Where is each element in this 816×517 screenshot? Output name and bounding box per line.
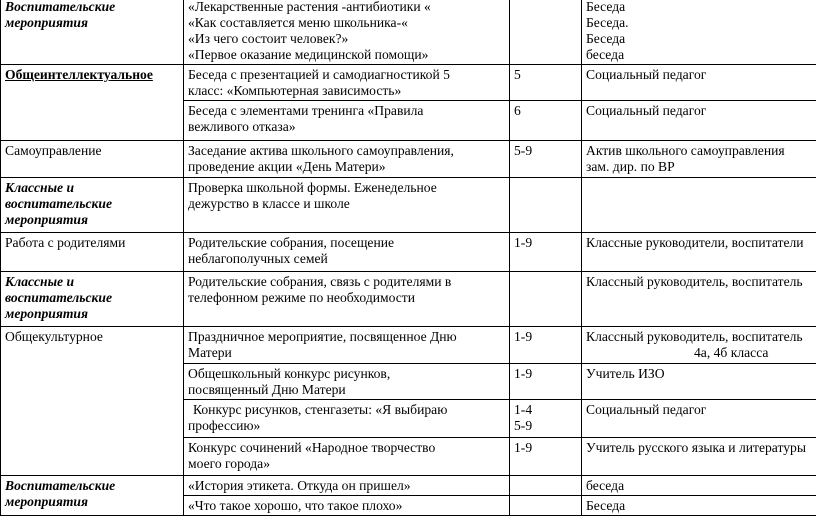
responsible-cell [582,178,816,233]
responsible-cell: Беседа Беседа. Беседа беседа [582,0,816,65]
grade-cell: 5-9 [510,141,582,178]
direction-cell: Воспитательские мероприятия [1,0,184,65]
responsible-cell: Социальный педагог [582,101,816,141]
activity-cell: Праздничное мероприятие, посвященное Дню Матери [184,327,510,364]
direction-cell: Работа с родителями [1,233,184,272]
responsible-cell: беседа [582,476,816,496]
table-row [1,272,816,327]
table-row [1,65,816,101]
grade-cell [510,0,582,65]
grade-cell [510,476,582,496]
direction-cell: Самоуправление [1,141,184,178]
direction-cell: Классные и воспитательские мероприятия [1,272,184,327]
activity-cell: «Лекарственные растения -антибиотики « «Как составляется меню школьника-« «Из чего состоит человек?» «Первое оказание медицинской помощи» [184,0,510,65]
activity-cell: Заседание актива школьного самоуправления, проведение акции «День Матери» [184,141,510,178]
activity-cell: «Что такое хорошо, что такое плохо» [184,496,510,516]
table-row [1,141,816,178]
responsible-cell: Классные руководители, воспитатели [582,233,816,272]
grade-cell [510,178,582,233]
grade-cell: 1-9 [510,327,582,364]
direction-cell: Общеинтеллектуальное [1,65,184,141]
activity-cell: Общешкольный конкурс рисунков, посвященный Дню Матери [184,364,510,400]
responsible-cell: Учитель ИЗО [582,364,816,400]
table-row [1,327,816,364]
activity-cell: Родительские собрания, посещение неблагополучных семей [184,233,510,272]
responsible-cell: Социальный педагог [582,65,816,101]
grade-cell [510,272,582,327]
responsible-cell: Актив школьного самоуправления зам. дир. по ВР [582,141,816,178]
table-row [1,476,816,496]
grade-cell: 5 [510,65,582,101]
table-row [1,178,816,233]
responsible-cell: Классный руководитель, воспитатель 4а, 4б класса [582,327,816,364]
direction-cell: Классные и воспитательские мероприятия [1,178,184,233]
activity-cell: Родительские собрания, связь с родителями в телефонном режиме по необходимости [184,272,510,327]
activity-cell: Конкурс сочинений «Народное творчество моего города» [184,438,510,476]
direction-cell: Воспитательские мероприятия [1,476,184,516]
responsible-cell: Учитель русского языка и литературы [582,438,816,476]
responsible-cell: Классный руководитель, воспитатель [582,272,816,327]
activity-cell: Беседа с презентацией и самодиагностикой 5 класс: «Компьютерная зависимость» [184,65,510,101]
direction-cell: Общекультурное [1,327,184,476]
activity-cell: Конкурс рисунков, стенгазеты: «Я выбираю профессию» [184,400,510,438]
table-row [1,0,816,65]
grade-cell [510,496,582,516]
table-row [1,233,816,272]
grade-cell: 1-4 5-9 [510,400,582,438]
responsible-cell: Беседа [582,496,816,516]
grade-cell: 1-9 [510,233,582,272]
activity-cell: Проверка школьной формы. Еженедельное дежурство в классе и школе [184,178,510,233]
activity-cell: «История этикета. Откуда он пришел» [184,476,510,496]
grade-cell: 1-9 [510,364,582,400]
grade-cell: 1-9 [510,438,582,476]
responsible-cell: Социальный педагог [582,400,816,438]
grade-cell: 6 [510,101,582,141]
activity-cell: Беседа с элементами тренинга «Правила вежливого отказа» [184,101,510,141]
